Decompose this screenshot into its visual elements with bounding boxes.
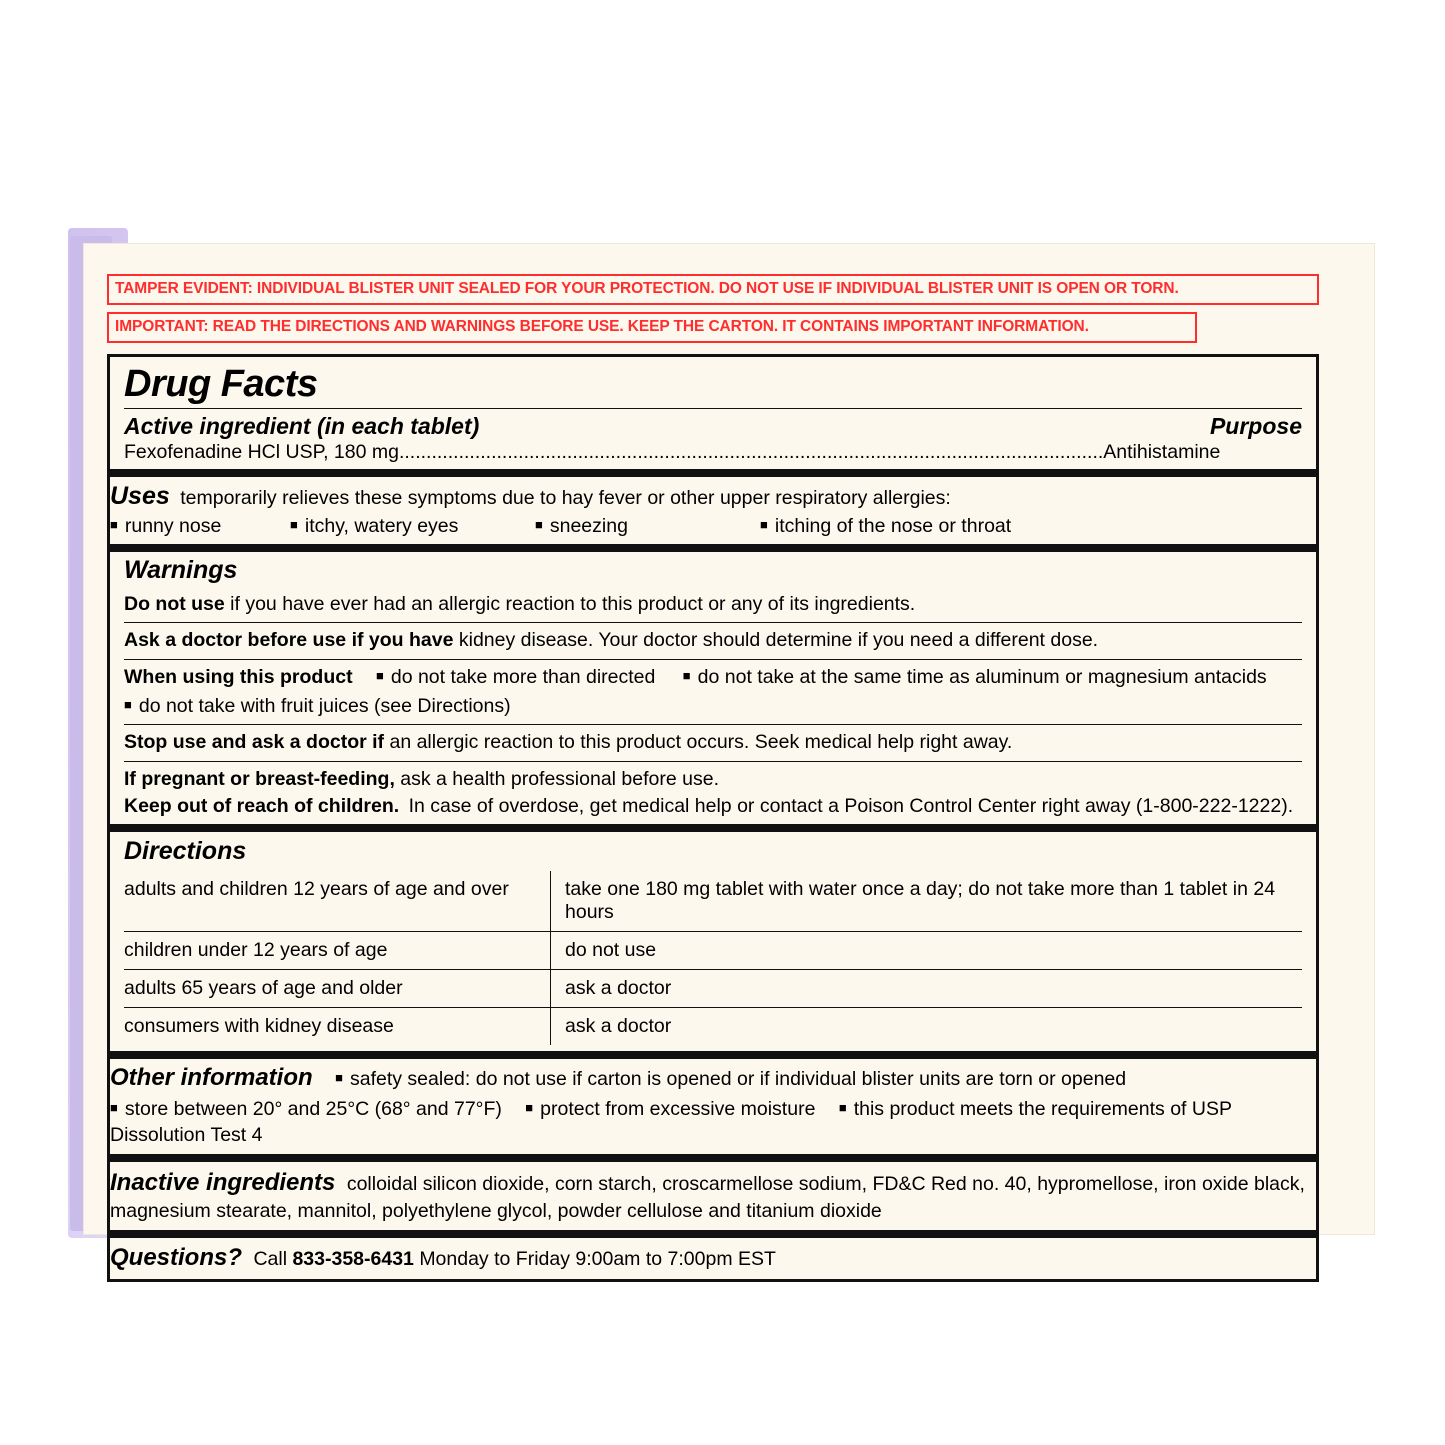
other-info-bullet-0: ■ safety sealed: do not use if carton is opened or if individual blister units are torn or opened <box>335 1068 1126 1090</box>
warning-pregnant <box>124 762 1302 794</box>
other-info-bullet-3: ■ this product meets the requirements of USP Dissolution Test 4 <box>110 1098 1232 1146</box>
divider-thick <box>110 469 1316 477</box>
warning-stop-use <box>124 725 1302 760</box>
warnings-section <box>110 552 1316 824</box>
table-row <box>124 970 1302 1008</box>
active-ingredient-heading: Active ingredient (in each tablet) <box>124 413 480 439</box>
purpose-value: Antihistamine <box>1103 441 1221 463</box>
drug-facts-panel <box>107 354 1319 1282</box>
other-information-heading: Other information <box>110 1064 313 1092</box>
table-row <box>124 1008 1302 1046</box>
warning-label: When using this product <box>124 665 353 688</box>
warning-label: Ask a doctor before use if you have <box>124 629 454 652</box>
warning-label: Keep out of reach of children. <box>124 795 400 818</box>
uses-bullet-1: ■ itchy, watery eyes <box>290 515 535 538</box>
leader-dots: .................................................................................................................................. <box>398 441 1104 463</box>
divider-thick <box>110 824 1316 832</box>
questions-section <box>110 1238 1316 1279</box>
questions-phone[interactable]: 833-358-6431 <box>292 1247 414 1270</box>
uses-bullet-2: ■ sneezing <box>535 515 760 538</box>
purpose-heading: Purpose <box>1209 413 1302 439</box>
tamper-evident-notice: TAMPER EVIDENT: INDIVIDUAL BLISTER UNIT SEALED FOR YOUR PROTECTION. DO NOT USE IF INDIVIDUAL BLISTER UNIT IS OPEN OR TORN. <box>107 274 1319 305</box>
uses-heading: Uses <box>110 482 170 510</box>
warning-text: In case of overdose, get medical help or contact a Poison Control Center right away (1-800-222-1222). <box>408 795 1294 818</box>
warning-ask-doctor <box>124 623 1302 658</box>
directions-heading: Directions <box>124 837 247 866</box>
warning-text: kidney disease. Your doctor should determine if you need a different dose. <box>458 629 1099 652</box>
directions-table <box>124 871 1302 1045</box>
questions-hours: Monday to Friday 9:00am to 7:00pm EST <box>419 1247 776 1270</box>
directions-who: adults and children 12 years of age and over <box>124 871 551 932</box>
warning-label: Do not use <box>124 593 225 615</box>
uses-section <box>110 477 1316 544</box>
directions-what: take one 180 mg tablet with water once a day; do not take more than 1 tablet in 24 hours <box>565 878 1276 924</box>
warning-label: Stop use and ask a doctor if <box>124 731 385 754</box>
inactive-ingredients-section <box>110 1162 1316 1230</box>
warning-keep-out-of-reach <box>124 794 1302 824</box>
uses-bullet-3: ■ itching of the nose or throat <box>760 515 1011 538</box>
when-using-bullet-0: ■ do not take more than directed <box>376 666 655 688</box>
warning-do-not-use <box>124 587 1302 622</box>
directions-what: ask a doctor <box>551 970 1303 1008</box>
warnings-heading: Warnings <box>124 556 238 584</box>
directions-what: ask a doctor <box>551 1008 1303 1046</box>
warning-text: an allergic reaction to this product occurs. Seek medical help right away. <box>389 731 1013 754</box>
when-using-bullet-1: ■ do not take at the same time as aluminum or magnesium antacids <box>683 666 1267 688</box>
warning-text: if you have ever had an allergic reaction to this product or any of its ingredients. <box>230 593 916 615</box>
warning-label: If pregnant or breast-feeding, <box>124 767 395 790</box>
questions-call-label: Call <box>253 1247 288 1270</box>
uses-bullet-0: ■ runny nose <box>110 515 290 538</box>
drug-facts-title: Drug Facts <box>124 363 318 405</box>
inactive-ingredients-heading: Inactive ingredients <box>110 1169 336 1197</box>
directions-section <box>110 832 1316 1051</box>
other-info-bullet-2: ■ protect from excessive moisture <box>525 1098 815 1120</box>
divider-thick <box>110 1051 1316 1059</box>
uses-text: temporarily relieves these symptoms due to hay fever or other upper respiratory allergies: <box>180 487 951 509</box>
active-ingredient-name: Fexofenadine HCl USP, 180 mg <box>124 441 399 463</box>
other-information-section <box>110 1059 1316 1154</box>
directions-who: children under 12 years of age <box>124 932 551 970</box>
divider-thick <box>110 544 1316 552</box>
directions-what: do not use <box>551 932 1303 970</box>
table-row <box>124 932 1302 970</box>
inactive-ingredients-text: colloidal silicon dioxide, corn starch, croscarmellose sodium, FD&C Red no. 40, hypromellose, iron oxide black, magnesium stearate, mannitol, polyethylene glycol, powder cellulose and titanium dioxide <box>110 1173 1305 1222</box>
label-content <box>107 274 1319 1271</box>
when-using-bullet-2: ■ do not take with fruit juices (see Directions) <box>124 695 511 717</box>
table-row <box>124 871 1302 932</box>
directions-who: consumers with kidney disease <box>124 1008 551 1046</box>
warning-text: ask a health professional before use. <box>400 767 719 790</box>
divider-thick <box>110 1154 1316 1162</box>
divider-thick <box>110 1230 1316 1238</box>
warning-when-using <box>124 660 1302 725</box>
other-info-bullet-1: ■ store between 20° and 25°C (68° and 77°F) <box>110 1098 502 1120</box>
directions-who: adults 65 years of age and older <box>124 970 551 1008</box>
active-ingredient-row <box>124 441 1302 469</box>
important-notice: IMPORTANT: READ THE DIRECTIONS AND WARNINGS BEFORE USE. KEEP THE CARTON. IT CONTAINS IMPORTANT INFORMATION. <box>107 312 1197 343</box>
questions-heading: Questions? <box>110 1243 243 1271</box>
uses-bullet-list <box>110 515 1316 538</box>
active-ingredient-section <box>110 409 1316 469</box>
